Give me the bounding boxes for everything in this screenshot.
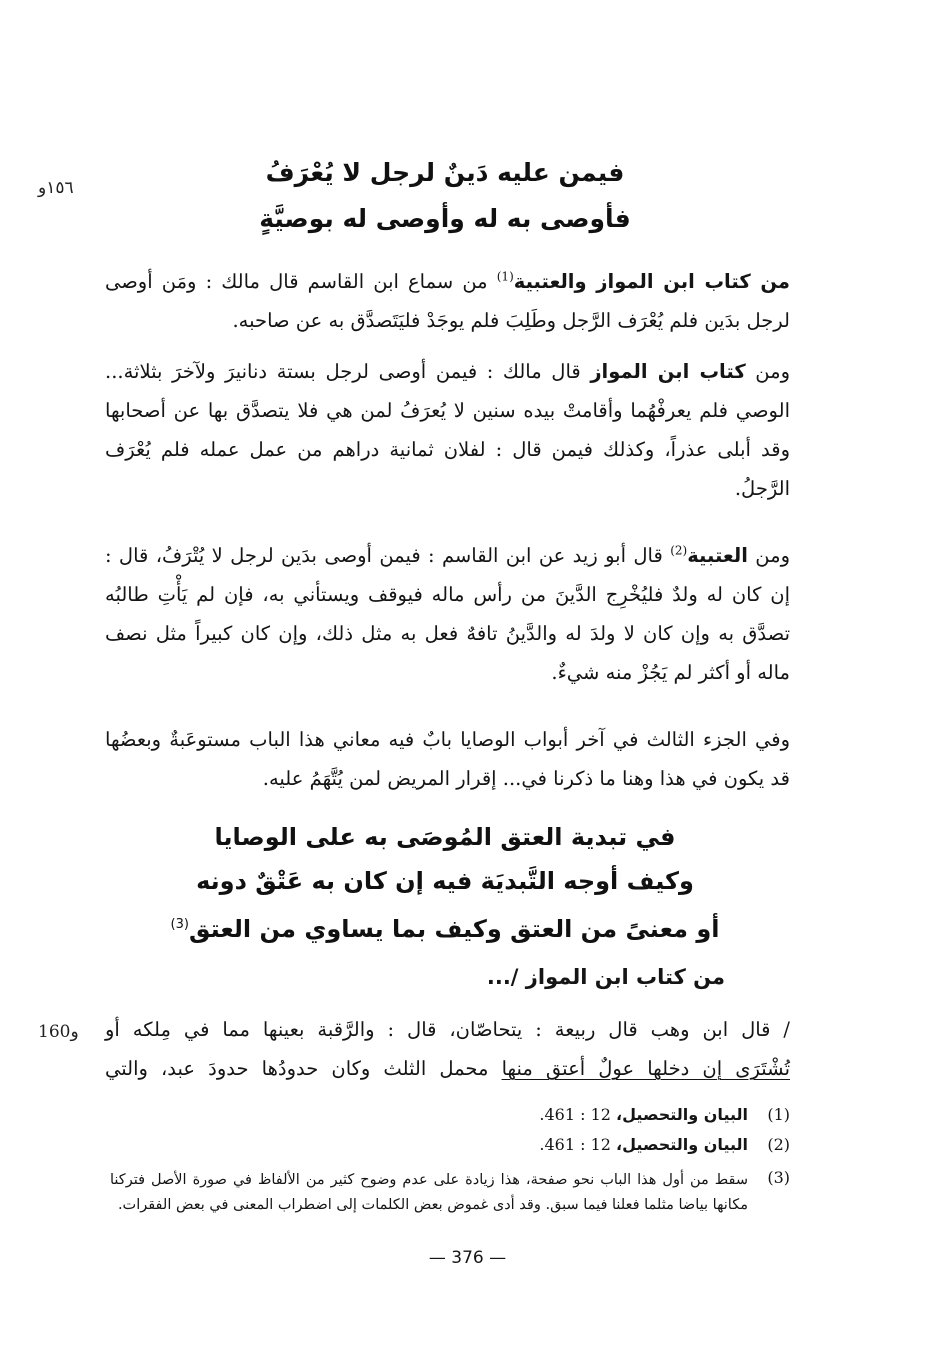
paragraph-text: من سماع ابن القاسم قال مالك : ومَن أوصى لرجل بدَين فلم يُعْرَف الرَّجل وطَلِبَ فلم يوجَدْ فليَتَصدَّق به عن صاحبه. — [105, 270, 790, 332]
folio-note-lower: 160و — [38, 1022, 79, 1042]
chapter-heading-1 — [150, 150, 740, 242]
paragraph-5-line-2 — [105, 1049, 790, 1088]
heading-2-line-2: وكيف أوجه التَّبديَة فيه إن كان به عَتْقٌ دونه — [196, 867, 694, 895]
paragraph-text: قال أبو زيد عن ابن القاسم : فيمن أوصى بدَين لرجل لا يُتْرَفُ، قال : إن كان له ولدٌ فليُخْرِج الدَّينَ من رأس ماله فيوقف ويستأني به، فإن لم يَأْتِ طالبُه تصدَّق به وإن كان لا ولدَ له والدَّينُ تافهٌ فعل به مثل ذلك، وإن كان كبيراً مثل نصف ماله أو أكثر لم يَجُزْ منه شيءٌ. — [105, 544, 790, 684]
page-number: — 376 — — [428, 1248, 507, 1268]
footnote-2 — [110, 1135, 790, 1165]
paragraph-5 — [105, 1010, 790, 1088]
source-label: كتاب ابن المواز — [590, 360, 746, 383]
paragraph-1 — [105, 262, 790, 340]
footnote-number: (1) — [767, 1105, 790, 1124]
footnote-citation: 12 : 461. — [539, 1135, 617, 1154]
footnote-source: البيان والتحصيل، — [616, 1105, 748, 1124]
footnote-1 — [110, 1105, 790, 1135]
paragraph-5-line-1: / قال ابن وهب قال ربيعة : يتحاصّان، قال : والرَّقبة بعينها مما في مِلكه أو — [105, 1018, 790, 1041]
chapter-heading-2 — [150, 815, 740, 951]
heading-1-line-1: فيمن عليه دَينٌ لرجل لا يُعْرَفُ — [265, 158, 625, 187]
paragraph-2 — [105, 352, 790, 508]
folio-note-top: ١٥٦و — [38, 178, 74, 198]
footnote-ref: (1) — [496, 269, 514, 284]
section-subheading: من كتاب ابن المواز /... — [486, 965, 725, 989]
paragraph-4 — [105, 720, 790, 798]
footnote-citation: 12 : 461. — [539, 1105, 617, 1124]
paragraph-lead: ومن — [745, 360, 790, 383]
footnote-3 — [110, 1168, 790, 1218]
paragraph-3 — [105, 536, 790, 692]
heading-2-line-3 — [150, 903, 740, 951]
footnote-text: سقط من أول هذا الباب نحو صفحة، هذا زيادة على عدم وضوح كثير من الألفاظ في صورة الأصل فتركنا مكانها بياضا مثلما فعلنا فيما سبق. وقد أدى غموض بعض الكلمات إلى اضطراب المعنى في بعض الفقرات. — [110, 1172, 748, 1213]
heading-2-line-1: في تبدية العتق المُوصَى به على الوصايا — [214, 823, 676, 851]
footnote-ref: (2) — [670, 543, 688, 558]
source-label: من كتاب ابن المواز والعتبية — [513, 270, 790, 293]
paragraph-text: محمل الثلث وكان حدودُها حدودَ عبد، والتي — [105, 1057, 502, 1080]
heading-2-line-3-text: أو معنىً من العتق وكيف بما يساوي من العتق — [188, 915, 720, 943]
heading-1-line-2: فأوصى به له وأوصى له بوصيَّةٍ — [259, 204, 631, 233]
footnote-number: (2) — [767, 1135, 790, 1154]
paragraph-lead: ومن — [747, 544, 790, 567]
footnotes — [110, 1105, 790, 1218]
underlined-text: تُشْتَرَى إن دخلها عولٌ أعتق منها — [501, 1057, 790, 1080]
footnote-source: البيان والتحصيل، — [616, 1135, 748, 1154]
paragraph-text: قال مالك : فيمن أوصى لرجل بستة دنانيرَ ولآخرَ بثلاثة... الوصي فلم يعرفْهُما وأقامتْ بيده سنين لا يُعرَفُ لمن هي فلا يتصدَّق بها عن أصحابها وقد أبلى عذراً، وكذلك فيمن قال : لفلان ثمانية دراهم من عمل عمله فلم يُعْرَف الرَّجلُ. — [105, 360, 790, 500]
footnote-text — [110, 1135, 748, 1154]
footnote-number: (3) — [767, 1168, 790, 1187]
footnote-text — [110, 1105, 748, 1124]
footnote-ref: (3) — [170, 917, 189, 932]
paragraph-text: وفي الجزء الثالث في آخر أبواب الوصايا بابٌ فيه معاني هذا الباب مستوعَبةٌ وبعضُها قد يكون في هذا وهنا ما ذكرنا في... إقرار المريض لمن يُتَّهَمُ عليه. — [105, 728, 790, 790]
source-label: العتبية — [687, 544, 748, 567]
